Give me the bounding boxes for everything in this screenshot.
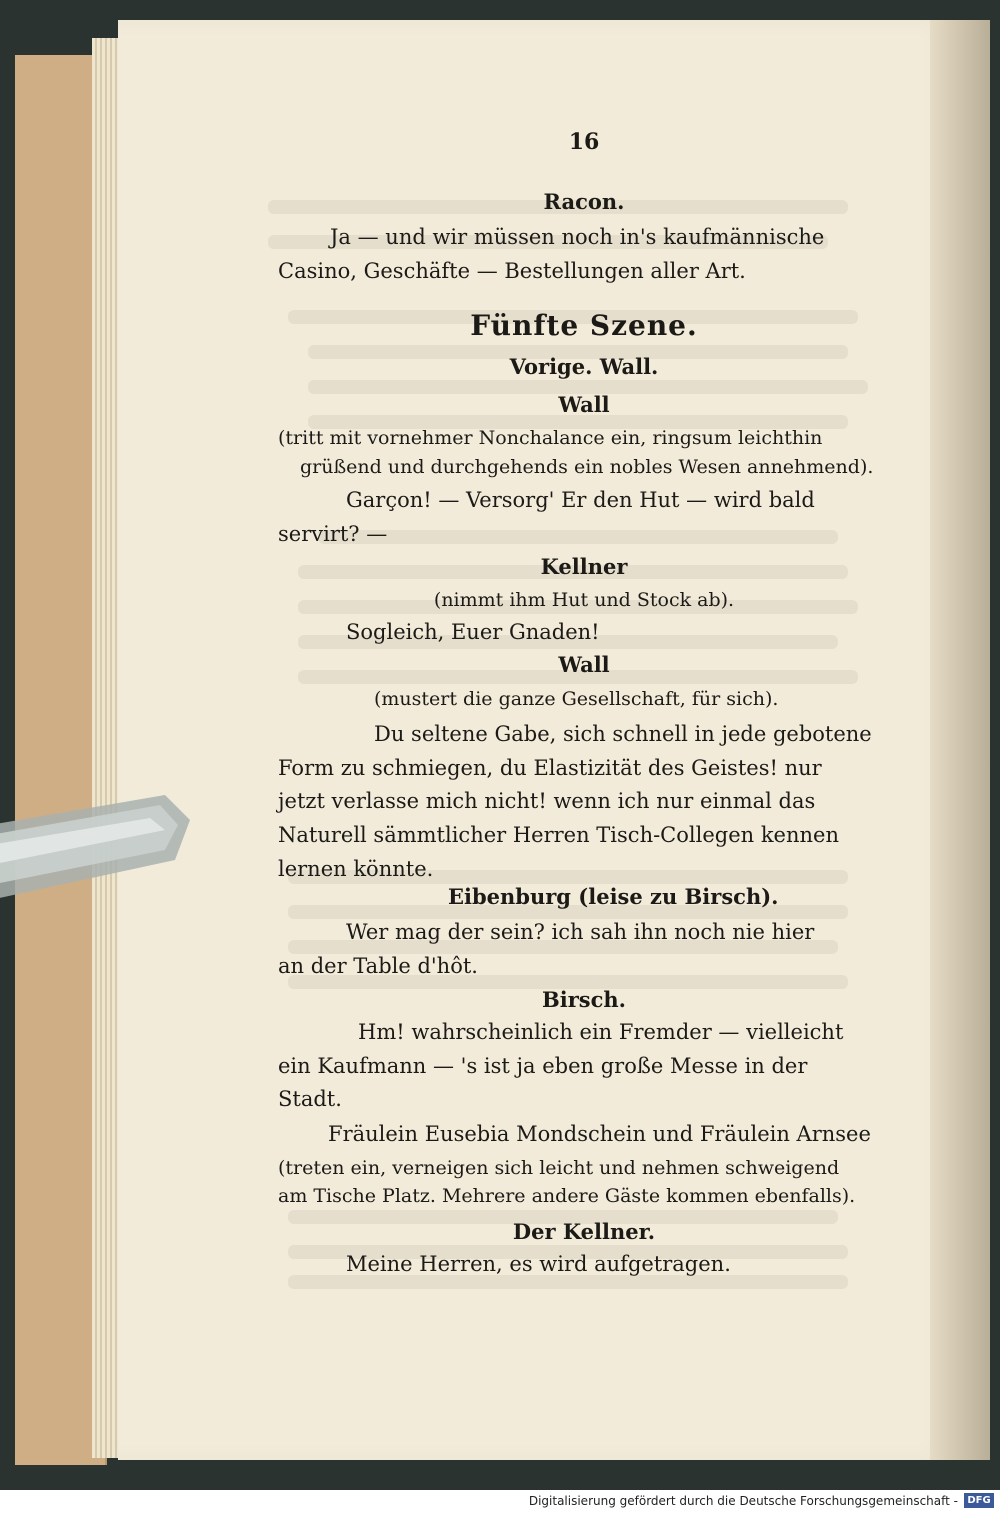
stage-direction: (tritt mit vornehmer Nonchalance ein, ringsum leichthin	[278, 427, 823, 449]
stage-direction: am Tische Platz. Mehrere andere Gäste kommen ebenfalls).	[278, 1185, 856, 1207]
speaker-racon: Racon.	[543, 189, 625, 214]
stage-direction: (mustert die ganze Gesellschaft, für sich).	[374, 688, 779, 710]
speaker-kellner: Kellner	[540, 554, 628, 579]
speaker-fraeulein: Fräulein Eusebia Mondschein und Fräulein Arnsee	[328, 1122, 871, 1146]
text-line: Casino, Geschäfte — Bestellungen aller Art.	[278, 259, 746, 283]
speaker-wall: Wall	[558, 392, 610, 417]
text-line: Ja — und wir müssen noch in's kaufmännische	[330, 225, 825, 249]
text-line: Du seltene Gabe, sich schnell in jede gebotene	[374, 722, 872, 746]
text-line: servirt? —	[278, 522, 388, 546]
dfg-logo: DFG	[964, 1493, 994, 1508]
text-line: Sogleich, Euer Gnaden!	[346, 620, 600, 644]
page-gutter-shadow	[930, 20, 990, 1460]
text-line: Naturell sämmtlicher Herren Tisch-Collegen kennen	[278, 823, 839, 847]
page-clip	[0, 790, 205, 910]
speaker-eibenburg: Eibenburg (leise zu Birsch).	[448, 884, 779, 909]
speaker-der-kellner: Der Kellner.	[512, 1219, 656, 1244]
stage-direction: (treten ein, verneigen sich leicht und nehmen schweigend	[278, 1157, 840, 1179]
text-line: ein Kaufmann — 's ist ja eben große Messe in der	[278, 1054, 808, 1078]
text-line: Wer mag der sein? ich sah ihn noch nie hier	[346, 920, 815, 944]
text-line: Meine Herren, es wird aufgetragen.	[346, 1252, 731, 1276]
stage-direction: grüßend und durchgehends ein nobles Wesen annehmend).	[300, 456, 874, 478]
speaker-birsch: Birsch.	[542, 987, 626, 1012]
text-line: lernen könnte.	[278, 857, 434, 881]
footer-bar	[0, 1490, 1000, 1513]
text-line: Hm! wahrscheinlich ein Fremder — vielleicht	[358, 1020, 844, 1044]
text-line: an der Table d'hôt.	[278, 954, 478, 978]
stage-direction: (nimmt ihm Hut und Stock ab).	[433, 589, 735, 611]
text-line: Form zu schmiegen, du Elastizität des Geistes! nur	[278, 756, 822, 780]
footer-credit: Digitalisierung gefördert durch die Deutsche Forschungsgemeinschaft -	[528, 1494, 958, 1508]
stage-cast: Vorige. Wall.	[509, 354, 659, 379]
text-line: Garçon! — Versorg' Er den Hut — wird bald	[346, 488, 815, 512]
text-line: jetzt verlasse mich nicht! wenn ich nur einmal das	[278, 789, 816, 813]
page-text-block	[278, 0, 890, 1490]
scene-heading: Fünfte Szene.	[470, 309, 698, 342]
page-number: 16	[568, 129, 600, 155]
speaker-wall: Wall	[558, 652, 610, 677]
text-line: Stadt.	[278, 1087, 342, 1111]
